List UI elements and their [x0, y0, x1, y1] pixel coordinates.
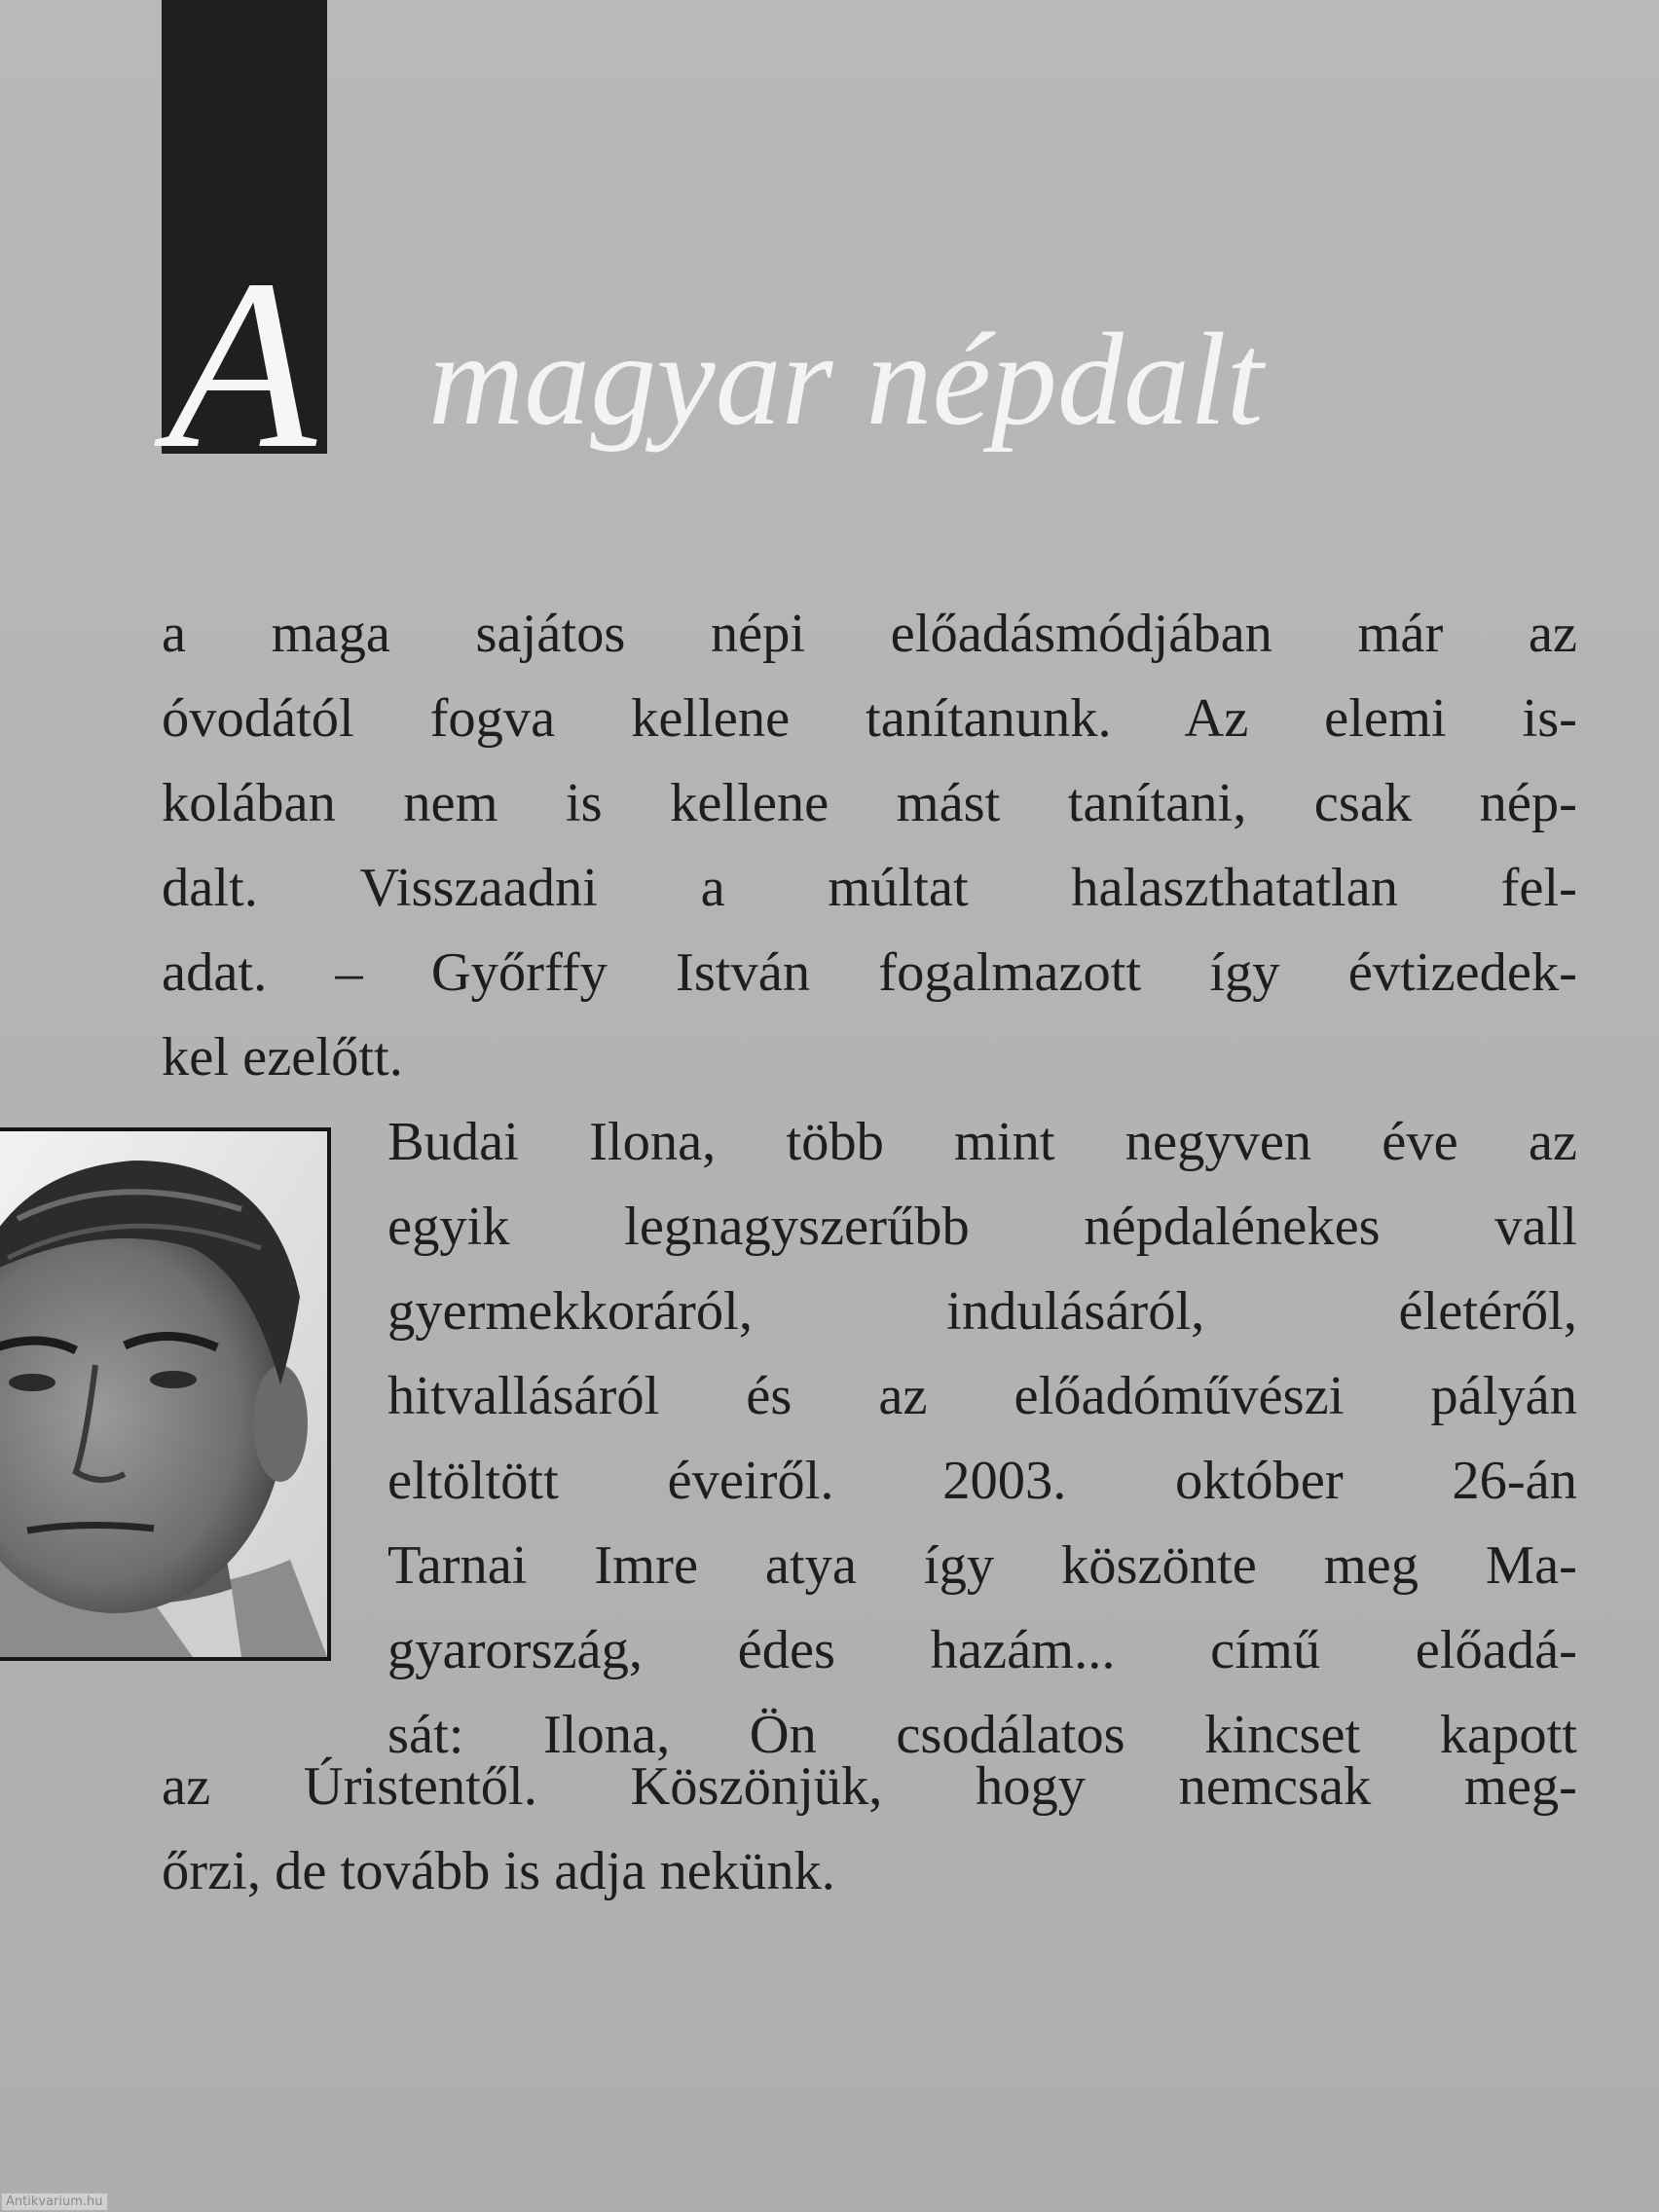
text-line: Budai Ilona, több mint negyven éve az [387, 1112, 1577, 1172]
text-line: kolában nem is kellene mást tanítani, csak nép- [162, 773, 1577, 833]
text-line: kel ezelőtt. [162, 1027, 403, 1088]
paragraph-3 [162, 1745, 1577, 1914]
paragraph-1 [162, 592, 1577, 1100]
text-line: óvodától fogva kellene tanítanunk. Az elemi is- [162, 688, 1577, 749]
text-line: hitvallásáról és az előadóművészi pályán [387, 1366, 1577, 1426]
text-line: a maga sajátos népi előadásmódjában már az [162, 604, 1577, 664]
author-portrait-photo [0, 1127, 331, 1661]
text-line: adat. – Győrffy István fogalmazott így évtizedek- [162, 942, 1577, 1003]
text-line: őrzi, de tovább is adja nekünk. [162, 1841, 835, 1901]
text-line: egyik legnagyszerűbb népdalénekes vall [387, 1197, 1577, 1257]
watermark: Antikvarium.hu [2, 2194, 107, 2210]
portrait-icon [0, 1131, 327, 1657]
title-text: magyar népdalt [428, 307, 1264, 453]
text-line: Tarnai Imre atya így köszönte meg Ma- [387, 1535, 1577, 1596]
text-line: sát: Ilona, Ön csodálatos kincset kapott [387, 1705, 1577, 1765]
text-line: gyarország, édes hazám... című előadá- [387, 1620, 1577, 1680]
text-line: az Úristentől. Köszönjük, hogy nemcsak meg- [162, 1756, 1577, 1817]
paragraph-2 [387, 1100, 1577, 1778]
text-line: eltöltött éveiről. 2003. október 26-án [387, 1451, 1577, 1511]
text-line: dalt. Visszaadni a múltat halaszthatatlan fel- [162, 858, 1577, 918]
title-initial: A [167, 230, 316, 499]
text-line: gyermekkoráról, indulásáról, életéről, [387, 1281, 1577, 1342]
